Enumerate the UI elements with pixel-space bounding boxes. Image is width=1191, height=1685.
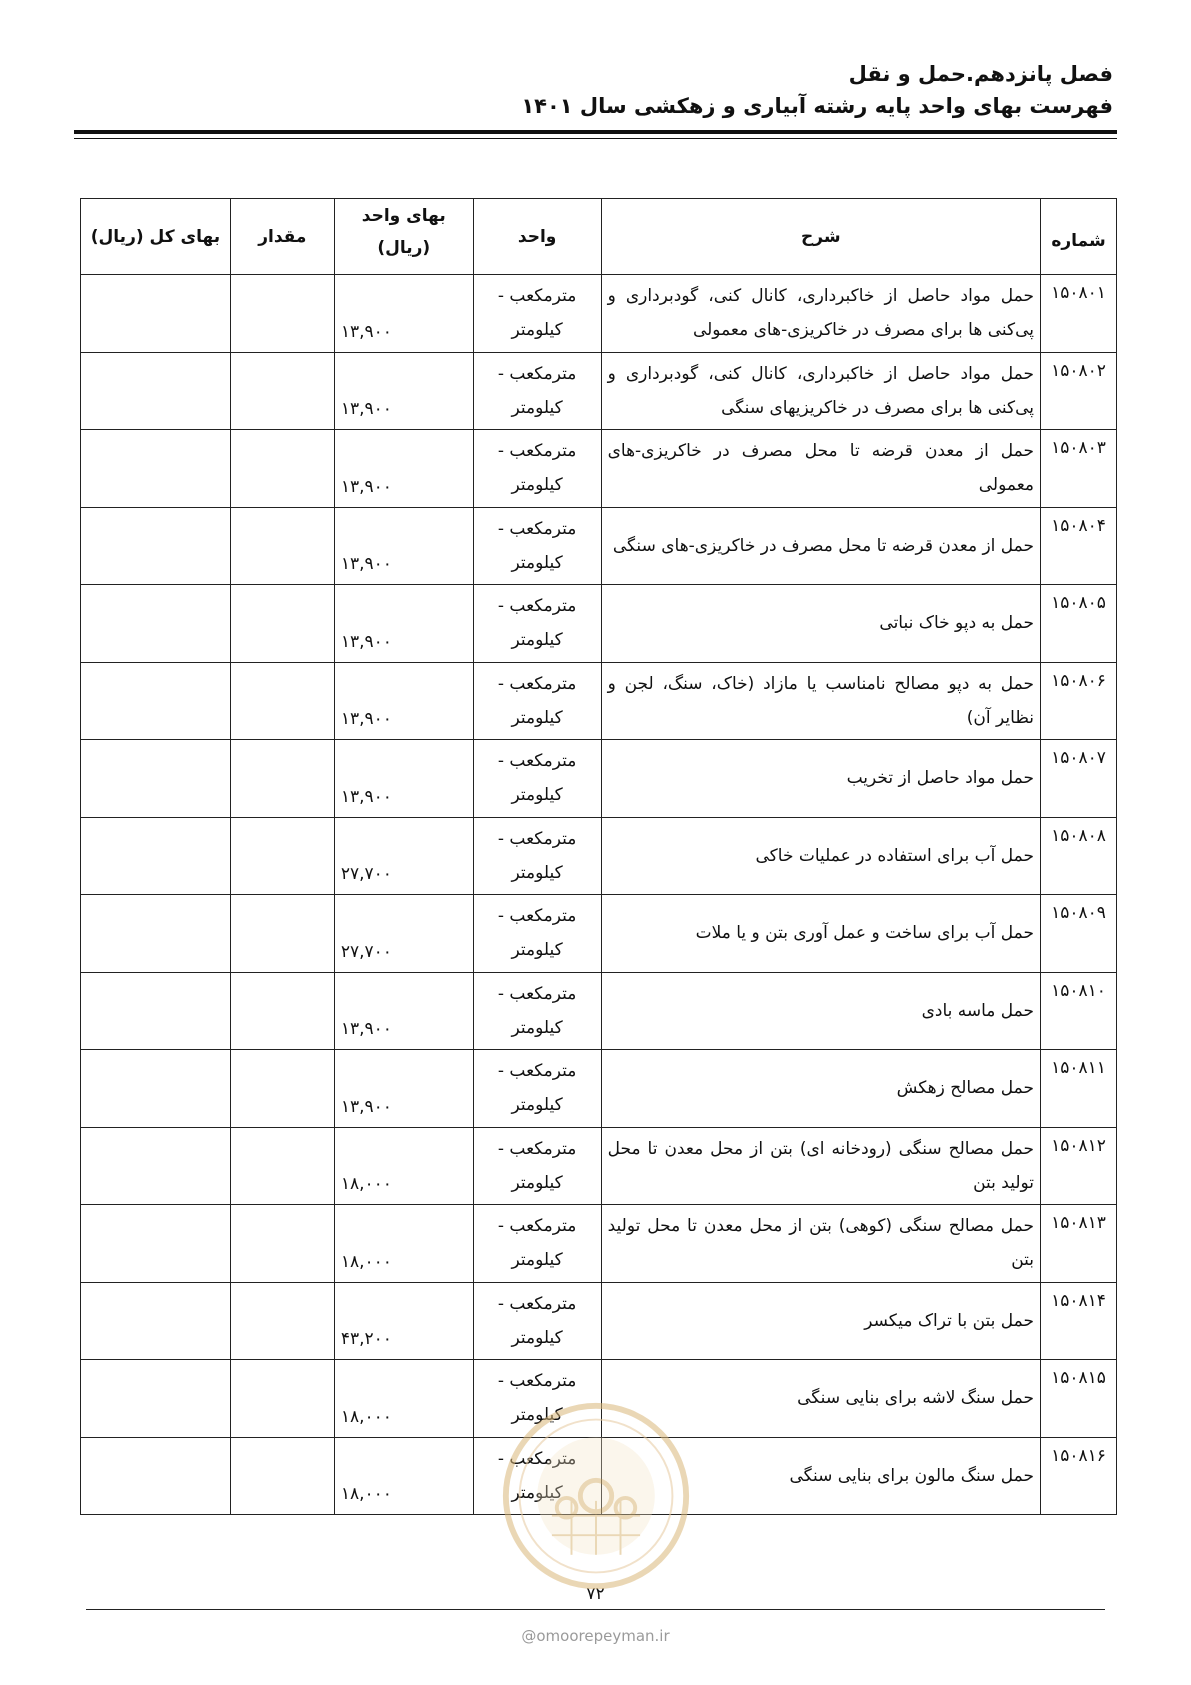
row-unit-line1: مترمکعب - [497, 673, 577, 694]
row-unit-line2: کیلومتر [511, 1482, 563, 1503]
row-unit-line2: کیلومتر [511, 707, 563, 728]
row-total [81, 972, 231, 1050]
col-header-total: بهای کل (ریال) [81, 199, 231, 275]
row-unit-line2: کیلومتر [511, 320, 563, 341]
row-total [81, 1205, 231, 1283]
row-number: ۱۵۰۸۱۶ [1041, 1437, 1117, 1515]
row-unit-line1: مترمکعب - [497, 1061, 577, 1082]
row-number: ۱۵۰۸۰۵ [1041, 585, 1117, 663]
row-total [81, 895, 231, 973]
row-unit-price: ۱۳,۹۰۰ [334, 585, 473, 663]
row-unit [473, 1127, 601, 1205]
table-header-row [81, 199, 1117, 275]
col-header-unit: واحد [473, 199, 601, 275]
row-number: ۱۵۰۸۰۴ [1041, 507, 1117, 585]
row-quantity [230, 1437, 334, 1515]
col-header-unit-price-label: بهای واحد [361, 205, 446, 226]
table-row [81, 662, 1117, 740]
row-unit-line1: مترمکعب - [497, 906, 577, 927]
row-total [81, 1360, 231, 1438]
row-number: ۱۵۰۸۱۳ [1041, 1205, 1117, 1283]
row-description: حمل مواد حاصل از تخریب [601, 740, 1040, 818]
row-number: ۱۵۰۸۱۴ [1041, 1282, 1117, 1360]
row-total [81, 352, 231, 430]
row-number: ۱۵۰۸۰۸ [1041, 817, 1117, 895]
table-row [81, 352, 1117, 430]
row-unit-line2: کیلومتر [511, 1250, 563, 1271]
page-number: ۷۲ [586, 1584, 605, 1604]
row-description: حمل به دپو خاک نباتی [601, 585, 1040, 663]
table-row [81, 1050, 1117, 1128]
row-unit [473, 275, 601, 353]
table-row [81, 430, 1117, 508]
row-unit-line2: کیلومتر [511, 940, 563, 961]
row-total [81, 1282, 231, 1360]
row-quantity [230, 1050, 334, 1128]
row-unit [473, 817, 601, 895]
seal-logo-icon [498, 1398, 694, 1594]
row-description: حمل مصالح زهکش [601, 1050, 1040, 1128]
row-unit-line2: کیلومتر [511, 552, 563, 573]
row-number: ۱۵۰۸۰۲ [1041, 352, 1117, 430]
row-unit-price: ۲۷,۷۰۰ [334, 895, 473, 973]
col-header-description: شرح [601, 199, 1040, 275]
col-header-number: شماره [1041, 199, 1117, 275]
col-header-unit-price [334, 199, 473, 275]
row-unit [473, 430, 601, 508]
row-unit-line2: کیلومتر [511, 475, 563, 496]
row-unit-line2: کیلومتر [511, 862, 563, 883]
row-quantity [230, 895, 334, 973]
row-quantity [230, 1360, 334, 1438]
row-unit-line1: مترمکعب - [497, 1138, 577, 1159]
row-unit-line1: مترمکعب - [497, 1216, 577, 1237]
row-unit-line1: مترمکعب - [497, 441, 577, 462]
row-quantity [230, 352, 334, 430]
row-description: حمل آب برای استفاده در عملیات خاکی [601, 817, 1040, 895]
row-unit-price: ۱۳,۹۰۰ [334, 507, 473, 585]
row-total [81, 740, 231, 818]
row-number: ۱۵۰۸۰۶ [1041, 662, 1117, 740]
row-unit-price: ۱۳,۹۰۰ [334, 662, 473, 740]
row-number: ۱۵۰۸۰۱ [1041, 275, 1117, 353]
row-unit-price: ۲۷,۷۰۰ [334, 817, 473, 895]
page-header [78, 58, 1113, 122]
row-unit-line1: مترمکعب - [497, 751, 577, 772]
row-number: ۱۵۰۸۱۲ [1041, 1127, 1117, 1205]
row-unit-line1: مترمکعب - [497, 1371, 577, 1392]
table-row [81, 507, 1117, 585]
row-quantity [230, 585, 334, 663]
row-description: حمل به دپو مصالح نامناسب یا مازاد (خاک، سنگ، لجن و نظایر آن) [601, 662, 1040, 740]
row-description: حمل بتن با تراک میکسر [601, 1282, 1040, 1360]
row-quantity [230, 817, 334, 895]
row-total [81, 662, 231, 740]
row-unit [473, 507, 601, 585]
table-row [81, 275, 1117, 353]
row-unit-line1: مترمکعب - [497, 518, 577, 539]
row-unit-price: ۱۳,۹۰۰ [334, 352, 473, 430]
row-description: حمل مصالح سنگی (رودخانه ای) بتن از محل معدن تا محل تولید بتن [601, 1127, 1040, 1205]
row-unit-line2: کیلومتر [511, 1327, 563, 1348]
row-unit-price: ۱۸,۰۰۰ [334, 1437, 473, 1515]
row-unit-line2: کیلومتر [511, 1172, 563, 1193]
row-unit-price: ۱۳,۹۰۰ [334, 1050, 473, 1128]
row-description: حمل مواد حاصل از خاکبرداری، کانال کنی، گودبرداری و پی‌کنی ها برای مصرف در خاکریزیهای سنگی [601, 352, 1040, 430]
row-unit-price: ۱۳,۹۰۰ [334, 740, 473, 818]
row-number: ۱۵۰۸۱۵ [1041, 1360, 1117, 1438]
chapter-title: فصل پانزدهم.حمل و نقل [848, 62, 1113, 86]
row-unit [473, 1282, 601, 1360]
row-unit-line2: کیلومتر [511, 785, 563, 806]
row-total [81, 1050, 231, 1128]
row-number: ۱۵۰۸۱۰ [1041, 972, 1117, 1050]
row-total [81, 585, 231, 663]
row-number: ۱۵۰۸۱۱ [1041, 1050, 1117, 1128]
col-header-quantity: مقدار [230, 199, 334, 275]
row-quantity [230, 662, 334, 740]
row-unit-price: ۱۳,۹۰۰ [334, 972, 473, 1050]
header-rule-thick [74, 130, 1117, 134]
row-unit-line2: کیلومتر [511, 630, 563, 651]
row-quantity [230, 275, 334, 353]
row-quantity [230, 1282, 334, 1360]
row-total [81, 430, 231, 508]
row-unit-price: ۴۳,۲۰۰ [334, 1282, 473, 1360]
price-table [80, 198, 1117, 1515]
row-unit [473, 1050, 601, 1128]
row-quantity [230, 1127, 334, 1205]
row-unit [473, 662, 601, 740]
row-unit [473, 972, 601, 1050]
row-description: حمل از معدن قرضه تا محل مصرف در خاکریزی-های معمولی [601, 430, 1040, 508]
footer-rule [86, 1609, 1105, 1610]
row-description: حمل ماسه بادی [601, 972, 1040, 1050]
row-quantity [230, 740, 334, 818]
row-unit [473, 352, 601, 430]
row-unit-price: ۱۸,۰۰۰ [334, 1205, 473, 1283]
row-unit [473, 1205, 601, 1283]
row-unit-line2: کیلومتر [511, 397, 563, 418]
document-title: فهرست بهای واحد پایه رشته آبیاری و زهکشی سال ۱۴۰۱ [521, 94, 1113, 118]
col-header-unit-price-currency: (ریال) [377, 237, 431, 258]
table-row [81, 1282, 1117, 1360]
row-description: حمل آب برای ساخت و عمل آوری بتن و یا ملات [601, 895, 1040, 973]
row-unit-line2: کیلومتر [511, 1405, 563, 1426]
row-unit-price: ۱۳,۹۰۰ [334, 430, 473, 508]
table-row [81, 740, 1117, 818]
row-unit-line2: کیلومتر [511, 1017, 563, 1038]
row-unit-line2: کیلومتر [511, 1095, 563, 1116]
row-unit-line1: مترمکعب - [497, 596, 577, 617]
table-row [81, 817, 1117, 895]
table-row [81, 1127, 1117, 1205]
row-quantity [230, 1205, 334, 1283]
row-number: ۱۵۰۸۰۹ [1041, 895, 1117, 973]
row-unit-line1: مترمکعب - [497, 363, 577, 384]
row-unit [473, 895, 601, 973]
row-unit-price: ۱۸,۰۰۰ [334, 1360, 473, 1438]
website-watermark: @omoorepeyman.ir [521, 1627, 670, 1645]
row-number: ۱۵۰۸۰۷ [1041, 740, 1117, 818]
table-row [81, 895, 1117, 973]
row-quantity [230, 430, 334, 508]
row-number: ۱۵۰۸۰۳ [1041, 430, 1117, 508]
table-row [81, 1205, 1117, 1283]
row-description: حمل سنگ لاشه برای بنایی سنگی [601, 1360, 1040, 1438]
row-description: حمل مصالح سنگی (کوهی) بتن از محل معدن تا محل تولید بتن [601, 1205, 1040, 1283]
row-unit-line1: مترمکعب - [497, 1293, 577, 1314]
row-unit-price: ۱۳,۹۰۰ [334, 275, 473, 353]
row-total [81, 1127, 231, 1205]
table-row [81, 972, 1117, 1050]
row-unit-line1: مترمکعب - [497, 828, 577, 849]
row-description: حمل مواد حاصل از خاکبرداری، کانال کنی، گودبرداری و پی‌کنی ها برای مصرف در خاکریزی-های معمولی [601, 275, 1040, 353]
row-unit [473, 740, 601, 818]
row-unit-line1: مترمکعب - [497, 286, 577, 307]
row-unit-price: ۱۸,۰۰۰ [334, 1127, 473, 1205]
row-description: حمل سنگ مالون برای بنایی سنگی [601, 1437, 1040, 1515]
row-unit-line1: مترمکعب - [497, 1448, 577, 1469]
row-description: حمل از معدن قرضه تا محل مصرف در خاکریزی-های سنگی [601, 507, 1040, 585]
row-total [81, 817, 231, 895]
row-quantity [230, 507, 334, 585]
header-rule-thin [74, 138, 1117, 139]
row-quantity [230, 972, 334, 1050]
row-total [81, 1437, 231, 1515]
row-unit [473, 585, 601, 663]
row-total [81, 275, 231, 353]
row-total [81, 507, 231, 585]
table-row [81, 585, 1117, 663]
row-unit-line1: مترمکعب - [497, 983, 577, 1004]
